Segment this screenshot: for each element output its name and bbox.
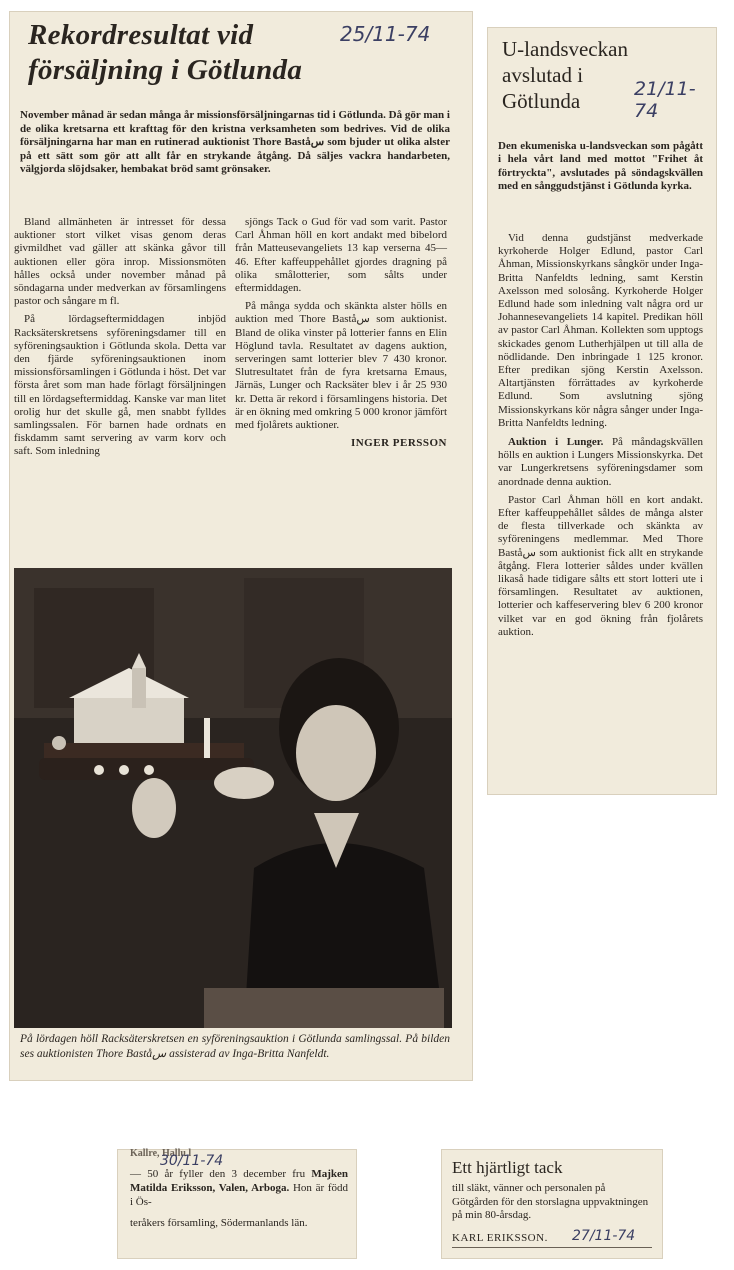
paragraph: På många sydda och skänkta alster hölls en auktion med Thore Baståس som auktionist. Bland de olika vinster på lotterier fanns en Elin Höglund tavla. Resultatet av dagens auktion, serveringen samt lotterier blev 7 430 kronor. Slutresultatet från de fyra kretsarna Emaus, Järnäs, Lunger och Racksäter blev i år 25 930 kr. Detta är rekord i församlingens historia. Det är en ökning med omkring 5 000 kronor jämfört med fjolårets auktioner. [235,300,447,432]
headline-u-landsveckan: U-landsveckan avslutad i Götlunda [502,37,628,113]
article-birthday [118,1150,356,1258]
column-1 [14,216,226,464]
paragraph: Pastor Carl Åhman höll en kort andakt. Efter kaffeuppehållet såldes de många alster de flesta tillverkade och skänkta av syföreningens medlemmar. Med Thore Baståس som auktionist fick allt en strykande åtgång. Flera lotterier såldes under kvällen likaså hade tidigare sålts ett stort lotteri ute i församlingen. Resultatet av auktionen, lotterier och kaffeservering blev 6 200 kronor vilket var en god ökning från fjolårets auktion. [498,493,703,638]
birthday-name: Majken Matilda Eriksson, Valen, Arboga. [130,1168,348,1194]
article-rekordresultat [10,12,472,1080]
column-2 [235,216,447,450]
birthday-text-2: teråkers församling, Södermanlands län. [130,1217,308,1229]
byline: INGER PERSSON [350,437,447,450]
clipped-fragment: Kallre, Hallu l [130,1148,192,1159]
lead-paragraph: Den ekumeniska u-landsveckan som pågått i hela vårt land med mottot "Frihet åt förtryckta", avslutades på söndagskvällen med en sånggudstjänst i Götlunda kyrka. [498,140,703,193]
column-body [498,232,703,644]
divider [452,1247,652,1248]
photo-auction [14,568,452,1028]
paragraph: Bland allmänheten är intresset för dessa auktioner stort vilket visas genom deras givmildhet vad gäller att skänka gåvor till auktionen eller göra inrop. Missionsmöten hålles också under november månad på söndagarna under medverkan av församlingens pastor och sångare m fl. [14,216,226,308]
handwritten-date: 27/11-74 [572,1228,636,1244]
birthday-text-cont: Hon är född i Ös- [130,1182,348,1208]
birthday-text [130,1167,348,1209]
article-thanks [442,1150,662,1258]
signature: KARL ERIKSSON. [452,1232,548,1244]
handwritten-date: 21/11-74 [634,78,696,122]
handwritten-date: 25/11-74 [340,22,431,46]
paragraph: Vid denna gudstjänst medverkade kyrkoherde Holger Edlund, pastor Carl Åhman, Missionskyrkans sångkör under Inga-Britta Nanfeldts ledning, samt Kerstin Axelsson med solosång. Kyrkoherde Holger Edlund hade som inledning valt några ord ur Johannesevangeliets 14 kapitel. Predikan höll av pastor Carl Åhman. Kollekten som upptogs skickades genom Lutherhjälpen ut till alla de nödlidande. Den inbringade 1 125 kronor. Efter predikan sjöng Kerstin Axelsson. Altartjänsten förrättades av kyrkoherde Edlund. Som avslutning sjöng Missionskyrkans kör några sånger under Inga-Britta Nanfeldts ledning. [498,232,703,429]
thanks-body: till släkt, vänner och personalen på Götgården för den storslagna uppvaktningen på min 80-årsdag. [452,1182,649,1222]
headline-thanks: Ett hjärtligt tack [452,1158,563,1177]
birthday-intro: — 50 år fyller den 3 december fru [130,1168,306,1180]
handwritten-date: 30/11-74 [160,1153,224,1169]
lead-paragraph: November månad är sedan många år missionsförsäljningarnas tid i Götlunda. Då gör man i de olika kretsarna ett krafttag för den kristna verksamheten som bedrives. Vid de olika försäljningarna har man en rutinerad auktionist Thore Baståس som bjuder ut olika alster på ett sätt som gör att allt får en strykande åtgång. Då säljes vackra handarbeten, välgjorda slöjdsaker, hembakat bröd samt grönsaker. [20,109,450,176]
paragraph: sjöngs Tack o Gud för vad som varit. Pastor Carl Åhman höll en kort andakt med bibelord från Matteusevangeliets 13 kap verserna 45—46. Efter kaffeuppehållet gjordes dragning på olika smålotterier, som sålts under eftermiddagen. [235,216,447,295]
paragraph-text: På måndagskvällen hölls en auktion i Lungers Missionskyrka. Det var Lungerkretsens syföreningsdamer som anordnade denna auktion. [498,436,704,488]
headline-rekordresultat: Rekordresultat vid försäljning i Götlunda [28,19,303,86]
paragraph: På lördagseftermiddagen inbjöd Racksäterskretsens syföreningsdamer till en syföreningsauktion i Götlunda skola. Detta var den fjärde syföreningsauktionen inom missionsförsamlingen i Götlunda i höst. Det var första året som man hade förlagt försäljningen till en lördagseftermiddag. Kanske var man litet orolig hur det skulle gå, men snabbt fylldes samlingssalen. För barnen hade ordnats en fiskdamm samt servering av varm korv och saft. Som inledning [14,313,226,458]
paragraph [498,436,703,489]
photo-caption: På lördagen höll Racksäterskretsen en syföreningsauktion i Götlunda samlingssal. På bilden ses auktionisten Thore Baståس assisterad av Inga-Britta Nanfeldt. [20,1033,450,1060]
subhead: Auktion i Lunger. [508,436,604,449]
article-u-landsveckan [488,28,716,794]
photo-illustration [14,568,452,1028]
